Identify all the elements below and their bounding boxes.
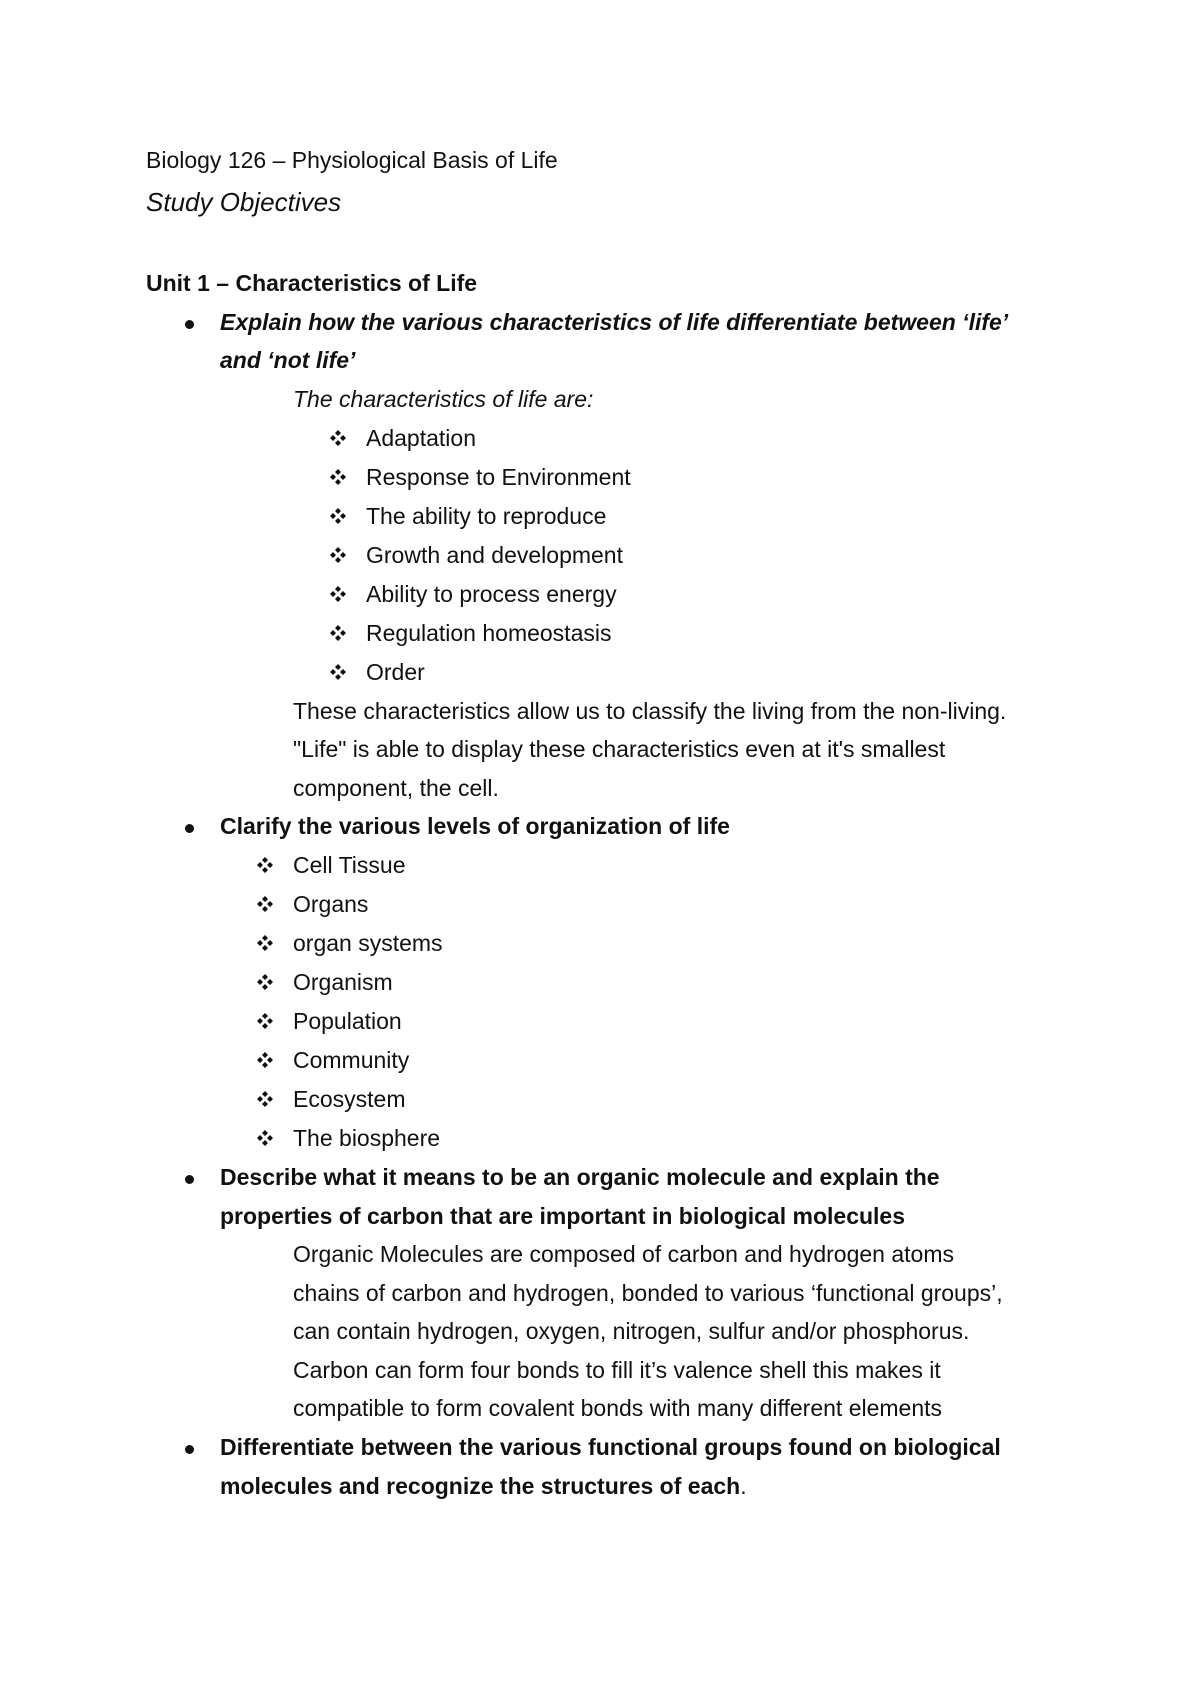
paragraph-line: Organic Molecules are composed of carbon and hydrogen atoms — [293, 1241, 954, 1267]
diamond-bullet-icon — [257, 935, 273, 951]
diamond-bullet-icon — [330, 547, 346, 563]
characteristics-intro: The characteristics of life are: — [293, 386, 594, 412]
list-item: Adaptation — [366, 425, 476, 451]
bullet-dot — [185, 320, 194, 329]
objective-3-heading-line-2: properties of carbon that are important in biological molecules — [220, 1203, 906, 1229]
objective-1-heading-line-1: Explain how the various characteristics of life differentiate between ‘life’ — [220, 309, 1009, 335]
diamond-bullet-icon — [257, 1091, 273, 1107]
page-subtitle: Study Objectives — [146, 187, 342, 217]
list-item: Community — [293, 1047, 410, 1073]
bullet-dot — [185, 1175, 194, 1184]
diamond-bullet-icon — [257, 1013, 273, 1029]
diamond-bullet-icon — [330, 508, 346, 524]
list-item: Regulation homeostasis — [366, 620, 612, 646]
paragraph-line: "Life" is able to display these characteristics even at it's smallest — [293, 736, 946, 762]
course-title: Biology 126 – Physiological Basis of Life — [146, 147, 558, 173]
objective-1-heading-line-2: and ‘not life’ — [220, 347, 356, 373]
diamond-bullet-icon — [330, 625, 346, 641]
paragraph-line: component, the cell. — [293, 775, 499, 801]
diamond-bullet-icon — [330, 469, 346, 485]
paragraph-line: Carbon can form four bonds to fill it’s valence shell this makes it — [293, 1357, 941, 1383]
diamond-bullet-icon — [257, 896, 273, 912]
objective-2-heading: Clarify the various levels of organization of life — [220, 813, 730, 839]
unit-heading: Unit 1 – Characteristics of Life — [146, 270, 478, 296]
list-item: Organs — [293, 891, 369, 917]
objective-3-heading-line-1: Describe what it means to be an organic molecule and explain the — [220, 1164, 940, 1190]
diamond-bullet-icon — [257, 974, 273, 990]
diamond-bullet-icon — [257, 1130, 273, 1146]
paragraph-line: chains of carbon and hydrogen, bonded to various ‘functional groups’, — [293, 1280, 1003, 1306]
diamond-bullet-icon — [330, 664, 346, 680]
list-item: Population — [293, 1008, 402, 1034]
heading-tail: . — [740, 1473, 747, 1499]
list-item: Response to Environment — [366, 464, 631, 490]
objective-4-heading-text: molecules and recognize the structures of each — [220, 1473, 741, 1499]
list-item: organ systems — [293, 930, 443, 956]
list-item: Growth and development — [366, 542, 623, 568]
list-item: Cell Tissue — [293, 852, 406, 878]
list-item: The ability to reproduce — [366, 503, 607, 529]
list-item: Organism — [293, 969, 393, 995]
diamond-bullet-icon — [330, 586, 346, 602]
list-item: Ability to process energy — [366, 581, 617, 607]
paragraph-line: These characteristics allow us to classify the living from the non-living. — [293, 698, 1007, 724]
diamond-bullet-icon — [257, 857, 273, 873]
bullet-dot — [185, 824, 194, 833]
list-item: Order — [366, 659, 425, 685]
list-item: The biosphere — [293, 1125, 441, 1151]
diamond-bullet-icon — [257, 1052, 273, 1068]
list-item: Ecosystem — [293, 1086, 406, 1112]
objective-4-heading-line-1: Differentiate between the various functional groups found on biological — [220, 1434, 1001, 1460]
diamond-bullet-icon — [330, 430, 346, 446]
paragraph-line: compatible to form covalent bonds with many different elements — [293, 1395, 943, 1421]
objective-4-heading-line-2 — [220, 1467, 747, 1505]
paragraph-line: can contain hydrogen, oxygen, nitrogen, sulfur and/or phosphorus. — [293, 1318, 970, 1344]
bullet-dot — [185, 1445, 194, 1454]
